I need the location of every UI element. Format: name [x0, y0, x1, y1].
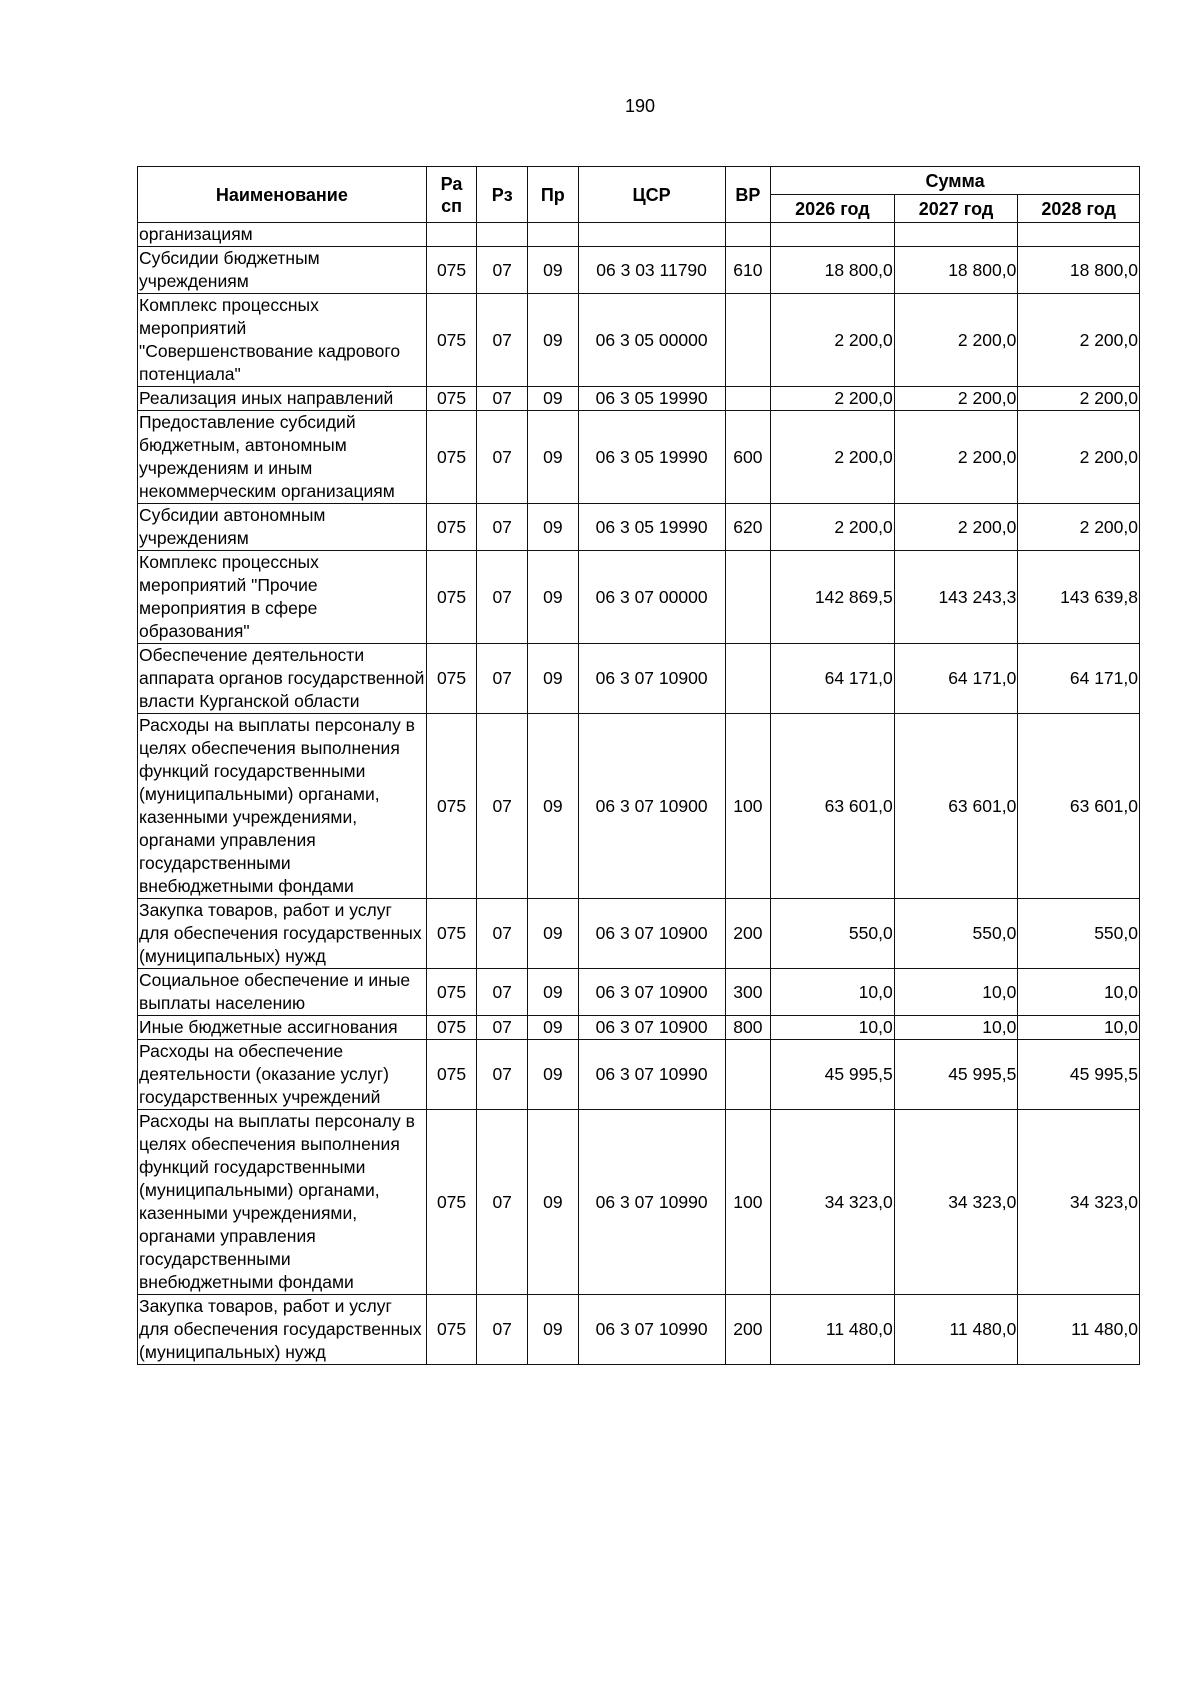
cell-2026: 18 800,0 — [771, 247, 895, 294]
cell-2026: 64 171,0 — [771, 644, 895, 714]
cell-2028: 2 200,0 — [1018, 294, 1140, 387]
cell-2026 — [771, 223, 895, 247]
cell-rz: 07 — [477, 387, 528, 411]
cell-rz — [477, 223, 528, 247]
cell-pr: 09 — [528, 411, 579, 504]
cell-rz: 07 — [477, 1040, 528, 1110]
cell-2028: 18 800,0 — [1018, 247, 1140, 294]
cell-pr: 09 — [528, 551, 579, 644]
cell-rz: 07 — [477, 1016, 528, 1040]
cell-vr — [725, 1040, 771, 1110]
cell-2027: 10,0 — [894, 969, 1018, 1016]
cell-pr: 09 — [528, 899, 579, 969]
cell-rz: 07 — [477, 247, 528, 294]
cell-2028: 64 171,0 — [1018, 644, 1140, 714]
cell-vr: 800 — [725, 1016, 771, 1040]
table-row — [138, 714, 1140, 899]
cell-rz: 07 — [477, 551, 528, 644]
cell-name: организациям — [138, 223, 427, 247]
cell-2026: 45 995,5 — [771, 1040, 895, 1110]
budget-table — [137, 166, 1140, 1365]
cell-name: Закупка товаров, работ и услуг для обеспечения государственных (муниципальных) нужд — [138, 899, 427, 969]
cell-2027 — [894, 223, 1018, 247]
cell-rasp: 075 — [426, 294, 477, 387]
cell-csr: 06 3 07 10900 — [578, 1016, 725, 1040]
cell-rasp: 075 — [426, 1295, 477, 1365]
cell-vr — [725, 387, 771, 411]
cell-csr: 06 3 07 10990 — [578, 1110, 725, 1295]
cell-2028: 143 639,8 — [1018, 551, 1140, 644]
cell-2026: 2 200,0 — [771, 504, 895, 551]
cell-vr: 100 — [725, 714, 771, 899]
cell-rz: 07 — [477, 504, 528, 551]
cell-rasp: 075 — [426, 411, 477, 504]
cell-vr: 600 — [725, 411, 771, 504]
cell-rasp: 075 — [426, 644, 477, 714]
cell-2027: 63 601,0 — [894, 714, 1018, 899]
cell-vr: 620 — [725, 504, 771, 551]
cell-csr: 06 3 07 10990 — [578, 1040, 725, 1110]
table-row — [138, 1110, 1140, 1295]
cell-pr — [528, 223, 579, 247]
header-row-1 — [138, 167, 1140, 195]
cell-rz: 07 — [477, 714, 528, 899]
cell-vr — [725, 294, 771, 387]
cell-rz: 07 — [477, 294, 528, 387]
col-header-name: Наименование — [138, 167, 427, 223]
col-header-pr: Пр — [528, 167, 579, 223]
table-row — [138, 294, 1140, 387]
cell-pr: 09 — [528, 1040, 579, 1110]
cell-name: Расходы на выплаты персоналу в целях обеспечения выполнения функций государственными (муниципальными) органами, казенными учреждениями, органами управления государственными внебюджетными фондами — [138, 1110, 427, 1295]
cell-2026: 34 323,0 — [771, 1110, 895, 1295]
cell-name: Субсидии автономным учреждениям — [138, 504, 427, 551]
table-row — [138, 551, 1140, 644]
cell-vr: 200 — [725, 1295, 771, 1365]
cell-pr: 09 — [528, 969, 579, 1016]
cell-rasp: 075 — [426, 1040, 477, 1110]
table-row — [138, 969, 1140, 1016]
cell-csr — [578, 223, 725, 247]
cell-name: Предоставление субсидий бюджетным, автономным учреждениям и иным некоммерческим организациям — [138, 411, 427, 504]
cell-pr: 09 — [528, 1110, 579, 1295]
cell-2027: 45 995,5 — [894, 1040, 1018, 1110]
cell-rasp: 075 — [426, 1110, 477, 1295]
table-row — [138, 504, 1140, 551]
cell-2028: 10,0 — [1018, 969, 1140, 1016]
cell-vr: 610 — [725, 247, 771, 294]
table-row — [138, 1295, 1140, 1365]
cell-2026: 2 200,0 — [771, 411, 895, 504]
cell-name: Реализация иных направлений — [138, 387, 427, 411]
cell-2028: 2 200,0 — [1018, 411, 1140, 504]
cell-name: Иные бюджетные ассигнования — [138, 1016, 427, 1040]
cell-vr — [725, 644, 771, 714]
cell-csr: 06 3 05 19990 — [578, 387, 725, 411]
cell-2028: 63 601,0 — [1018, 714, 1140, 899]
cell-pr: 09 — [528, 644, 579, 714]
cell-rz: 07 — [477, 1295, 528, 1365]
col-header-rz: Рз — [477, 167, 528, 223]
cell-2028: 11 480,0 — [1018, 1295, 1140, 1365]
cell-rz: 07 — [477, 899, 528, 969]
cell-2028: 2 200,0 — [1018, 387, 1140, 411]
table-row — [138, 387, 1140, 411]
cell-rz: 07 — [477, 969, 528, 1016]
cell-2027: 10,0 — [894, 1016, 1018, 1040]
table-row — [138, 411, 1140, 504]
cell-pr: 09 — [528, 294, 579, 387]
col-header-2028: 2028 год — [1018, 195, 1140, 223]
cell-pr: 09 — [528, 1016, 579, 1040]
page-number: 190 — [624, 96, 656, 116]
cell-2026: 2 200,0 — [771, 294, 895, 387]
cell-rz: 07 — [477, 644, 528, 714]
cell-rasp: 075 — [426, 714, 477, 899]
col-header-sum: Сумма — [771, 167, 1140, 195]
col-header-rasp: Ра сп — [426, 167, 477, 223]
cell-name: Социальное обеспечение и иные выплаты населению — [138, 969, 427, 1016]
cell-name: Расходы на выплаты персоналу в целях обеспечения выполнения функций государственными (муниципальными) органами, казенными учреждениями, органами управления государственными внебюджетными фондами — [138, 714, 427, 899]
cell-2027: 143 243,3 — [894, 551, 1018, 644]
cell-2027: 64 171,0 — [894, 644, 1018, 714]
cell-2026: 2 200,0 — [771, 387, 895, 411]
cell-2027: 2 200,0 — [894, 387, 1018, 411]
cell-name: Комплекс процессных мероприятий "Прочие мероприятия в сфере образования" — [138, 551, 427, 644]
cell-csr: 06 3 07 10900 — [578, 714, 725, 899]
table-row — [138, 1016, 1140, 1040]
cell-rz: 07 — [477, 1110, 528, 1295]
cell-pr: 09 — [528, 714, 579, 899]
cell-rz: 07 — [477, 411, 528, 504]
table-row — [138, 247, 1140, 294]
table-row — [138, 223, 1140, 247]
cell-rasp: 075 — [426, 969, 477, 1016]
cell-csr: 06 3 07 10900 — [578, 969, 725, 1016]
cell-2026: 10,0 — [771, 969, 895, 1016]
cell-csr: 06 3 03 11790 — [578, 247, 725, 294]
cell-csr: 06 3 05 19990 — [578, 504, 725, 551]
cell-name: Расходы на обеспечение деятельности (оказание услуг) государственных учреждений — [138, 1040, 427, 1110]
cell-rasp: 075 — [426, 504, 477, 551]
cell-vr: 300 — [725, 969, 771, 1016]
cell-2028: 550,0 — [1018, 899, 1140, 969]
col-header-vr: ВР — [725, 167, 771, 223]
cell-csr: 06 3 07 10900 — [578, 644, 725, 714]
cell-pr: 09 — [528, 247, 579, 294]
cell-2027: 2 200,0 — [894, 294, 1018, 387]
cell-2028: 10,0 — [1018, 1016, 1140, 1040]
cell-2027: 550,0 — [894, 899, 1018, 969]
table-row — [138, 644, 1140, 714]
cell-2027: 2 200,0 — [894, 504, 1018, 551]
cell-2027: 18 800,0 — [894, 247, 1018, 294]
cell-rasp — [426, 223, 477, 247]
cell-csr: 06 3 07 10900 — [578, 899, 725, 969]
cell-csr: 06 3 07 00000 — [578, 551, 725, 644]
cell-2027: 2 200,0 — [894, 411, 1018, 504]
cell-pr: 09 — [528, 387, 579, 411]
cell-2028: 45 995,5 — [1018, 1040, 1140, 1110]
cell-vr: 100 — [725, 1110, 771, 1295]
cell-2028: 34 323,0 — [1018, 1110, 1140, 1295]
col-header-2027: 2027 год — [894, 195, 1018, 223]
cell-csr: 06 3 07 10990 — [578, 1295, 725, 1365]
cell-name: Комплекс процессных мероприятий "Совершенствование кадрового потенциала" — [138, 294, 427, 387]
cell-name: Субсидии бюджетным учреждениям — [138, 247, 427, 294]
cell-pr: 09 — [528, 1295, 579, 1365]
cell-vr — [725, 223, 771, 247]
cell-2026: 11 480,0 — [771, 1295, 895, 1365]
cell-rasp: 075 — [426, 899, 477, 969]
cell-vr: 200 — [725, 899, 771, 969]
cell-2026: 63 601,0 — [771, 714, 895, 899]
cell-name: Закупка товаров, работ и услуг для обеспечения государственных (муниципальных) нужд — [138, 1295, 427, 1365]
cell-vr — [725, 551, 771, 644]
col-header-csr: ЦСР — [578, 167, 725, 223]
cell-rasp: 075 — [426, 551, 477, 644]
cell-name: Обеспечение деятельности аппарата органов государственной власти Курганской области — [138, 644, 427, 714]
cell-2027: 34 323,0 — [894, 1110, 1018, 1295]
table-row — [138, 899, 1140, 969]
cell-2026: 10,0 — [771, 1016, 895, 1040]
col-header-2026: 2026 год — [771, 195, 895, 223]
cell-2027: 11 480,0 — [894, 1295, 1018, 1365]
cell-rasp: 075 — [426, 387, 477, 411]
cell-rasp: 075 — [426, 247, 477, 294]
table-row — [138, 1040, 1140, 1110]
cell-pr: 09 — [528, 504, 579, 551]
cell-2026: 142 869,5 — [771, 551, 895, 644]
cell-rasp: 075 — [426, 1016, 477, 1040]
cell-csr: 06 3 05 19990 — [578, 411, 725, 504]
cell-2026: 550,0 — [771, 899, 895, 969]
cell-2028 — [1018, 223, 1140, 247]
cell-csr: 06 3 05 00000 — [578, 294, 725, 387]
cell-2028: 2 200,0 — [1018, 504, 1140, 551]
